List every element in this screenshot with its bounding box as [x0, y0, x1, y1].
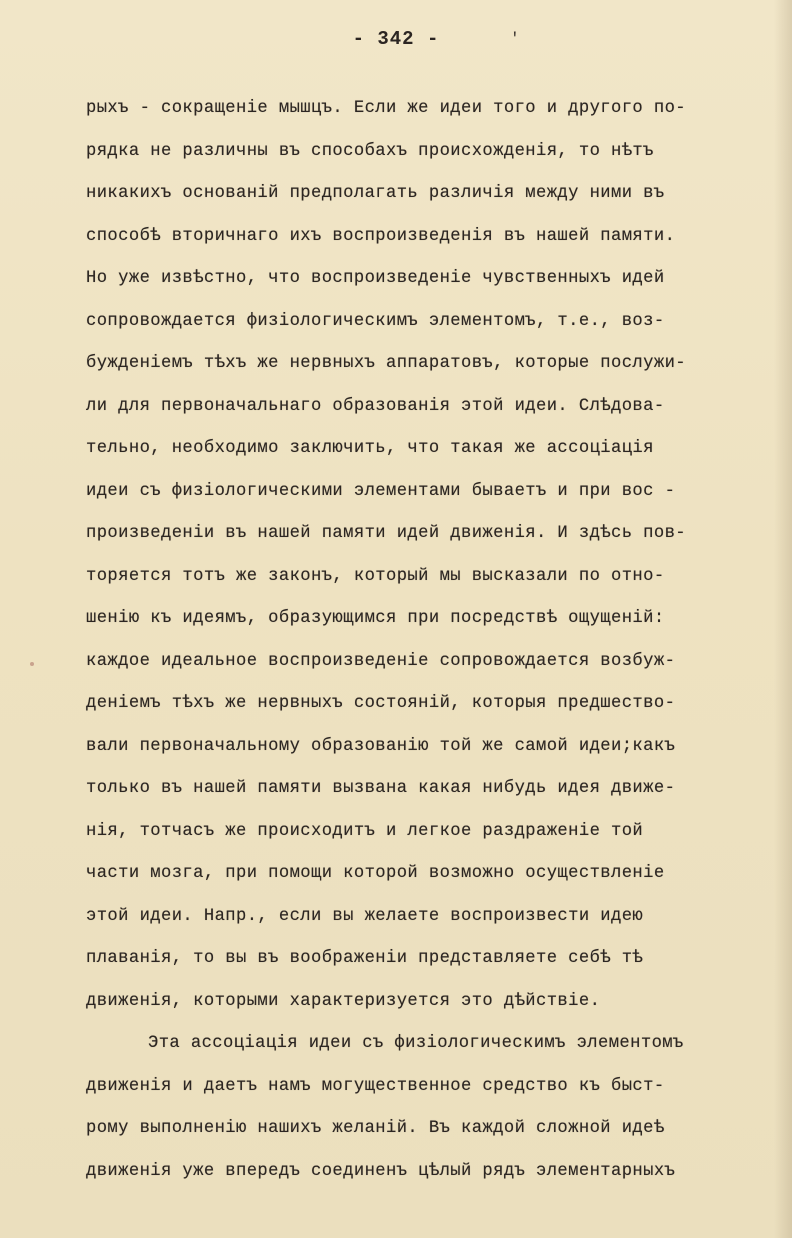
page-number: - 342 - [352, 28, 440, 50]
ink-blot [30, 662, 34, 666]
text-line: вали первоначальному образованiю той же самой идеи;какъ [86, 736, 676, 756]
text-line: никакихъ основанiй предполагать различiя между ними въ [86, 184, 665, 203]
page-edge-shadow [774, 0, 792, 1238]
text-line: каждое идеальное воспроизведенiе сопровождается возбуж- [86, 651, 676, 671]
text-line: шенiю къ идеямъ, образующимся при посредствѣ ощущенiй: [86, 609, 665, 628]
text-line: Но уже извѣстно, что воспроизведенiе чувственныхъ идей [86, 269, 665, 288]
text-line: движенiя и даетъ намъ могущественное средство къ быст- [86, 1076, 665, 1096]
text-line: бужденiемъ тѣхъ же нервныхъ аппаратовъ, которые послужи- [86, 354, 686, 373]
text-line: денiемъ тѣхъ же нервныхъ состоянiй, которыя предшество- [86, 694, 676, 713]
text-line: рядка не различны въ способахъ происхожденiя, то нѣтъ [86, 141, 654, 161]
text-line: тельно, необходимо заключить, что такая же ассоцiацiя [86, 439, 654, 458]
text-line: рыхъ - сокращенiе мышцъ. Если же идеи того и другого по- [86, 99, 686, 118]
text-line: ли для первоначальнаго образованiя этой идеи. Слѣдова- [86, 396, 665, 416]
text-line: произведенiи въ нашей памяти идей движенiя. И здѣсь пов- [86, 524, 686, 543]
text-line: движенiя, которыми характеризуется это дѣйствiе. [86, 991, 601, 1011]
text-line: идеи съ физiологическими элементами бываетъ и при вос - [86, 481, 676, 501]
text-line: торяется тотъ же законъ, который мы высказали по отно- [86, 566, 665, 586]
paragraph-first-line: Эта ассоцiацiя идеи съ физiологическимъ элементомъ [148, 1034, 684, 1053]
text-line: сопровождается физiологическимъ элементомъ, т.е., воз- [86, 311, 665, 331]
text-line: этой идеи. Напр., если вы желаете воспроизвести идею [86, 906, 644, 926]
text-line: нiя, тотчасъ же происходитъ и легкое раздраженiе той [86, 821, 644, 841]
text-line: плаванiя, то вы въ воображенiи представляете себѣ тѣ [86, 949, 644, 968]
text-line: рому выполненiю нашихъ желанiй. Въ каждой сложной идеѣ [86, 1119, 665, 1138]
text-line: способѣ вторичнаго ихъ воспроизведенiя въ нашей памяти. [86, 226, 676, 246]
text-line: части мозга, при помощи которой возможно осуществленiе [86, 864, 665, 883]
body-text [86, 88, 776, 1193]
text-line: только въ нашей памяти вызвана какая нибудь идея движе- [86, 779, 676, 798]
text-line: движенiя уже впередъ соединенъ цѣлый рядъ элементарныхъ [86, 1161, 676, 1181]
margin-mark: ' [510, 30, 520, 48]
